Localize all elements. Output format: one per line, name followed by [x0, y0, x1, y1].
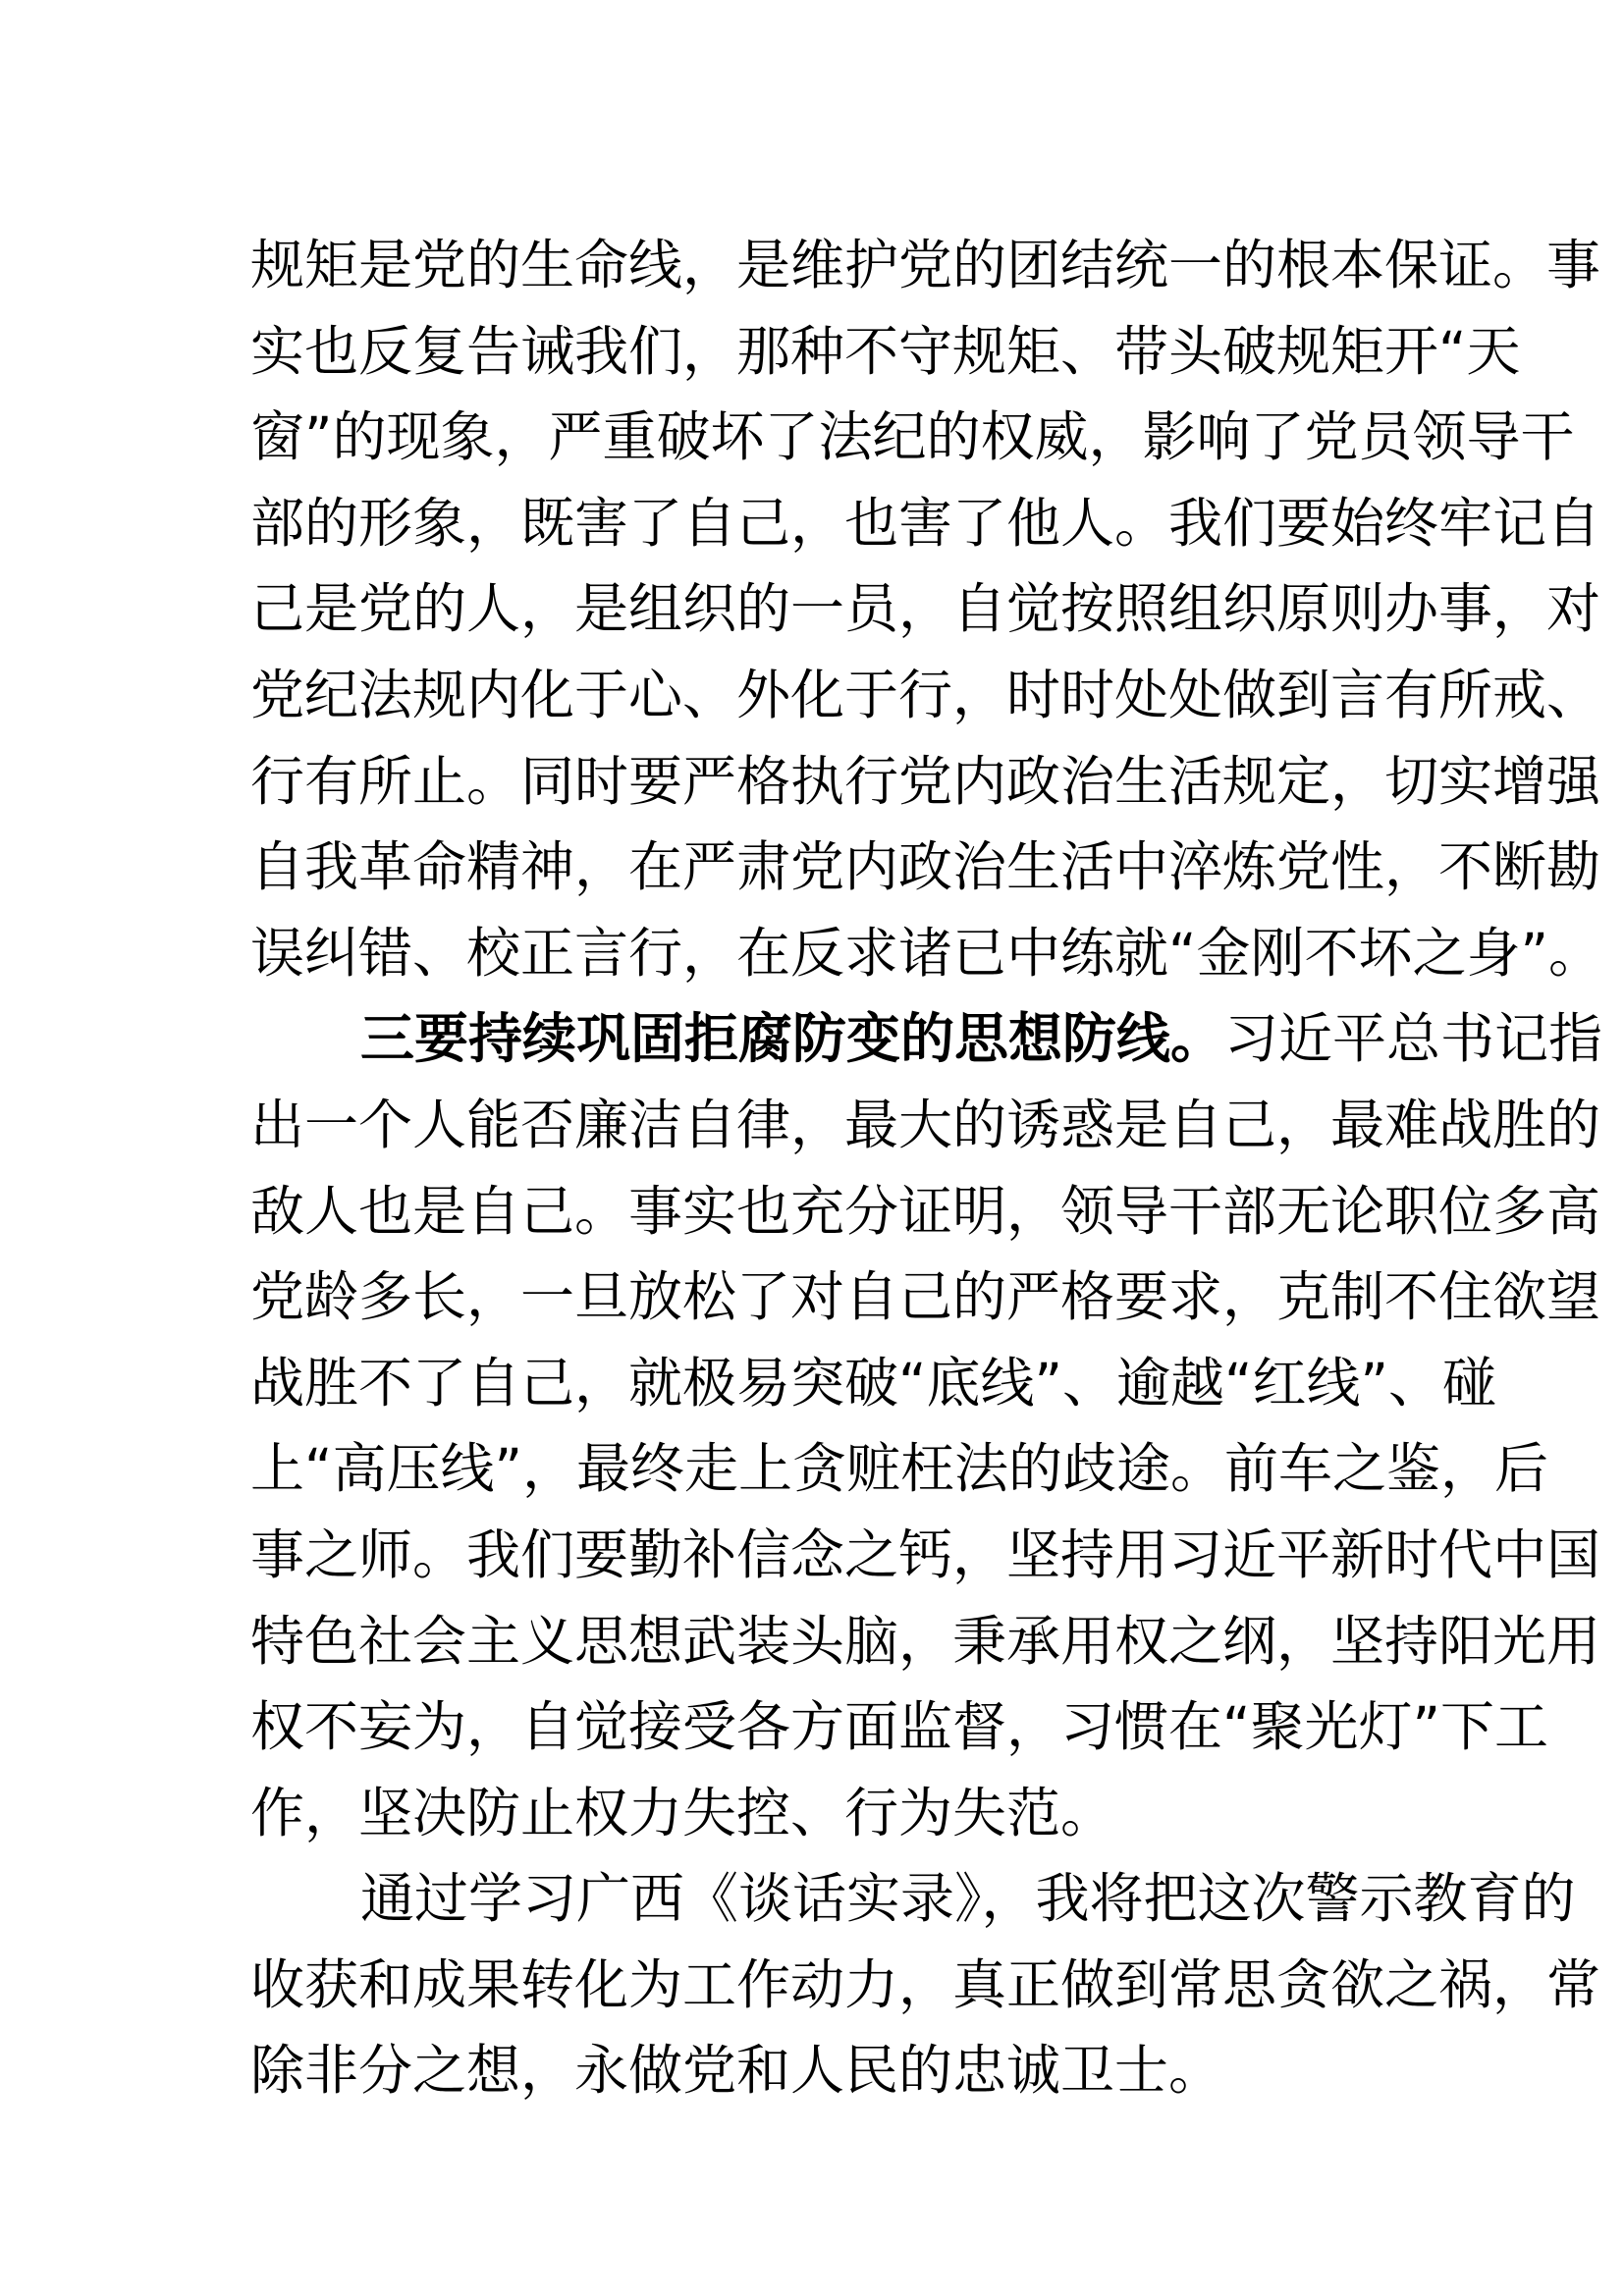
text-line: 通过学习广西《谈话实录》，我将把这次警示教育的	[360, 1867, 1576, 1931]
text-line: 敌人也是自己。事实也充分证明，领导干部无论职位多高	[250, 1179, 1601, 1243]
text-line: 收获和成果转化为工作动力，真正做到常思贪欲之祸，常	[250, 1952, 1601, 2016]
text-line: 事之师。我们要勤补信念之钙，坚持用习近平新时代中国	[250, 1522, 1601, 1586]
text-line: 战胜不了自己，就极易突破“底线”、逾越“红线”、碰	[250, 1351, 1496, 1415]
text-line: 行有所止。同时要严格执行党内政治生活规定，切实增强	[250, 749, 1601, 813]
text-line: 上“高压线”，最终走上贪赃枉法的歧途。前车之鉴，后	[250, 1437, 1548, 1501]
text-line: 窗”的现象，严重破坏了法纪的权威，影响了党员领导干	[250, 405, 1575, 469]
text-line: 权不妄为，自觉接受各方面监督，习惯在“聚光灯”下工	[250, 1695, 1548, 1759]
section-heading: 三要持续巩固拒腐防变的思想防线。	[360, 1007, 1225, 1071]
text-line: 作，坚决防止权力失控、行为失范。	[250, 1781, 1115, 1844]
text-line: 党龄多长，一旦放松了对自己的严格要求，克制不住欲望	[250, 1265, 1601, 1329]
paragraph-1	[250, 223, 1602, 996]
text-line: 党纪法规内化于心、外化于行，时时处处做到言有所戒、	[250, 663, 1601, 726]
document-page	[250, 223, 1603, 2114]
text-line: 出一个人能否廉洁自律，最大的诱惑是自己，最难战胜的	[250, 1093, 1601, 1156]
paragraph-3	[250, 1856, 1601, 2114]
text-line: 自我革命精神，在严肃党内政治生活中淬炼党性，不断勘	[250, 835, 1601, 899]
text-line	[250, 996, 1603, 1083]
text-line: 特色社会主义思想武装头脑，秉承用权之纲，坚持阳光用	[250, 1609, 1601, 1673]
text-line: 误纠错、校正言行，在反求诸已中练就“金刚不坏之身”。	[250, 921, 1602, 985]
paragraph-2	[250, 996, 1603, 1856]
text-line: 部的形象，既害了自己，也害了他人。我们要始终牢记自	[250, 491, 1601, 555]
text-line: 除非分之想，永做党和人民的忠诚卫士。	[250, 2039, 1223, 2103]
text-line: 规矩是党的生命线，是维护党的团结统一的根本保证。事	[250, 234, 1601, 296]
text-line: 己是党的人，是组织的一员，自觉按照组织原则办事，对	[250, 577, 1601, 641]
text-line: 实也反复告诫我们，那种不守规矩、带头破规矩开“天	[250, 319, 1521, 383]
text-run: 习近平总书记指	[1224, 1007, 1603, 1071]
